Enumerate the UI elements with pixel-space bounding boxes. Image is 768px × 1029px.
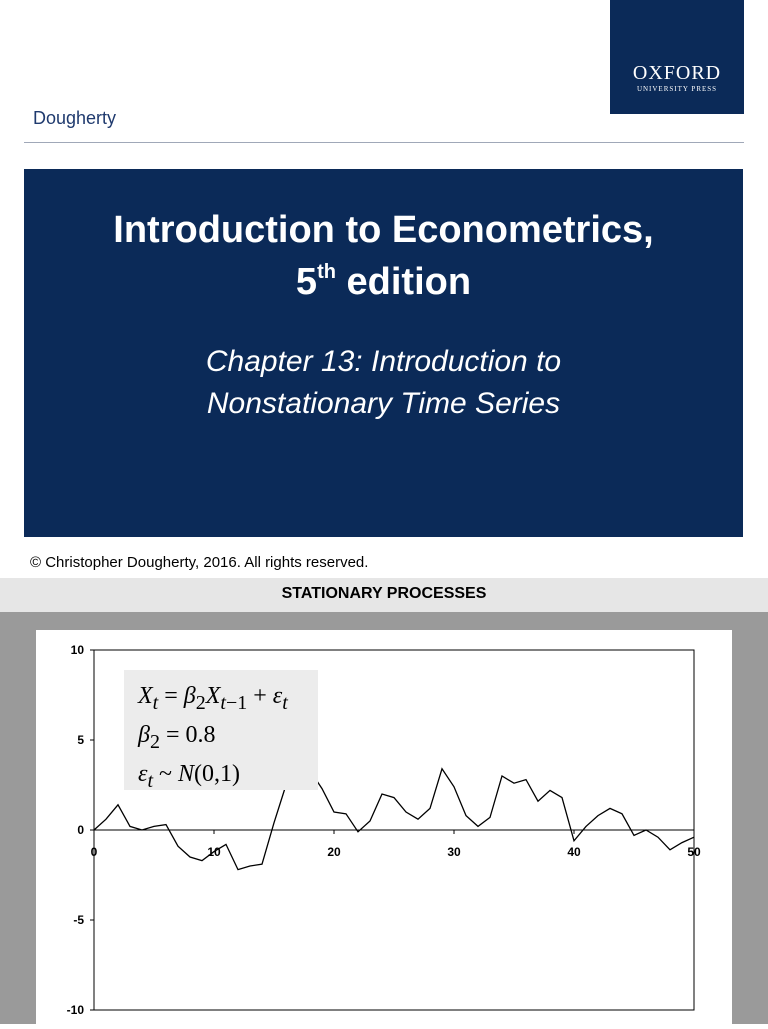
edition-text: edition — [335, 261, 472, 303]
equation-line2: $\beta_2 = 0.8$ — [138, 721, 216, 753]
y-tick-label: -10 — [66, 1003, 84, 1017]
equation-box — [124, 670, 318, 790]
x-tick-label: 20 — [327, 845, 341, 859]
edition-line — [24, 261, 743, 304]
slide-heading: STATIONARY PROCESSES — [0, 578, 768, 612]
equation-line1: $X_t = \beta_2X_{t-1} + \varepsilon_t$ — [138, 683, 288, 714]
chapter-line2: Nonstationary Time Series — [206, 387, 561, 420]
logo-line1: OXFORD — [632, 62, 722, 84]
x-tick-label: 30 — [447, 845, 461, 859]
x-tick-label: 40 — [567, 845, 581, 859]
y-tick-label: -5 — [73, 913, 84, 927]
chart-panel — [36, 630, 732, 1024]
oxford-logo — [610, 0, 744, 114]
edition-number: 5 — [295, 261, 318, 303]
logo-line2: UNIVERSITY PRESS — [636, 85, 718, 93]
copyright-notice: © Christopher Dougherty, 2016. All rights reserved. — [30, 554, 369, 571]
x-tick-label: 10 — [207, 845, 221, 859]
content-slide — [0, 578, 768, 1024]
author-name: Dougherty — [33, 108, 117, 128]
chapter-line1: Chapter 13: Introduction to — [205, 345, 562, 378]
y-tick-label: 10 — [70, 643, 84, 657]
y-tick-label: 5 — [77, 733, 84, 747]
chapter-title — [24, 341, 743, 425]
divider — [24, 142, 744, 143]
y-tick-label: 0 — [77, 823, 84, 837]
equation-line3: $\varepsilon_t$ ~ N(0,1) — [138, 760, 241, 792]
edition-suffix: th — [317, 261, 336, 283]
x-tick-label: 0 — [90, 845, 98, 859]
book-title: Introduction to Econometrics, — [113, 209, 654, 251]
title-banner — [24, 169, 743, 537]
x-tick-label: 50 — [687, 845, 701, 859]
